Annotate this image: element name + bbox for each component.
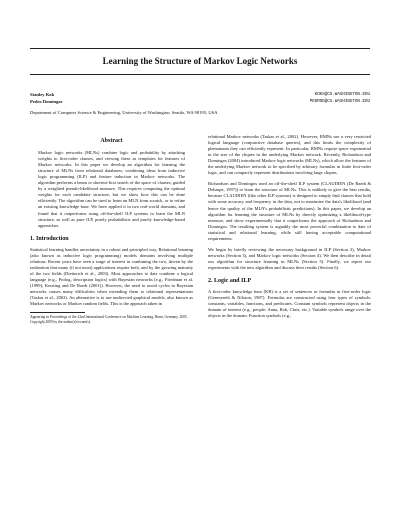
- abstract-heading: Abstract: [100, 138, 123, 144]
- author-email: KOKS@CS.WASHINGTON.EDU: [314, 93, 370, 97]
- affiliation: Department of Computer Science & Engineering, University of Washington, Seattle, WA 98195, USA: [30, 110, 218, 115]
- paper-title: Learning the Structure of Markov Logic Networks: [102, 56, 298, 66]
- author-row-1: [30, 92, 370, 98]
- author-name: Pedro Domingos: [30, 99, 63, 104]
- author-name: Stanley Kok: [30, 92, 55, 97]
- footnote-rule: [30, 312, 85, 313]
- body-paragraph: Richardson and Domingos used an off-the-shelf ILP system (CLAUDIEN (De Raedt & Dehaspe, 1997)) to learn the structure of MLNs. This is unlikely to give the best results, because CLAUDIEN (like other ILP systems) is designed to simply find clauses that hold with some accuracy and frequency in the data, not to maximize the data's likelihood (and hence the quality of the MLN's probabilistic predictions). In this paper, we develop an algorithm for learning the structure of MLNs by directly optimizing a likelihood-type measure, and show experimentally that it outperforms the approach of Richardson and Domingos. The resulting system is arguably the most powerful combination to date of statistical and relational learning, while still having acceptable computational requirements.: [208, 181, 371, 241]
- body-paragraph: relational Markov networks (Taskar et al., 2002). However, RMNs use a very restricted logical language (conjunctive database queries), and this limits the complexity of phenomena they can efficiently represent. In particular, RMNs require space exponential in the size of the cliques in the underlying Markov network. Recently, Richardson and Domingos (2004) introduced Markov logic networks (MLNs), which allow the features of the underlying Markov network to be specified by arbitrary formulas in finite first-order logic, and can compactly represent distributions involving large cliques.: [208, 134, 371, 176]
- intro-heading: 1. Introduction: [30, 235, 69, 242]
- title-bottom-rule: [30, 74, 370, 75]
- section-2-paragraph: A first-order knowledge base (KB) is a set of sentences or formulas in first-order logic (Genesereth & Nilsson, 1987). Formulas are constructed using four types of symbols: constants, variables, functions, and predicates. Constant symbols represent objects in the domain of interest (e.g., people: Anna, Bob, Chris, etc.). Variable symbols range over the objects in the domain. Function symbols (e.g.,: [208, 289, 371, 319]
- body-paragraph: We begin by briefly reviewing the necessary background in ILP (Section 2), Markov networks (Section 3), and Markov logic networks (Section 4). We then describe in detail our algorithm for structure learning in MLNs (Section 5). Finally, we report our experiments with the new algorithm and discuss their results (Section 6).: [208, 246, 371, 270]
- right-column: [208, 134, 371, 324]
- intro-paragraph: Statistical learning handles uncertainty in a robust and principled way. Relational learning (also known as inductive logic programming) models domains involving multiple relations. Recent years have seen a surge of interest in combining the two, driven by the realization that many (if not most) applications require both, and by the growing maturity of the two fields (Dietterich et al., 2003). Most approaches to date combine a logical language (e.g., Prolog, description logics) with Bayesian networks (e.g., Friedman et al. (1999); Kersting and De Raedt (2001)). However, the need to avoid cycles in Bayesian networks causes many difficulties when extending them to relational representations (Taskar et al., 2002). An alternative is to use undirected graphical models, also known as Markov networks or Markov random fields. This is the approach taken in: [30, 246, 193, 307]
- footnote: Appearing in Proceedings of the 22nd International Conference on Machine Learning, Bonn, Germany, 2005. Copyright 2005 by the author(s)/owner(s).: [30, 315, 188, 324]
- abstract-text: Markov logic networks (MLNs) combine logic and probability by attaching weights to first-order clauses, and viewing these as templates for features of Markov networks. In this paper we develop an algorithm for learning the structure of MLNs from relational databases, combining ideas from inductive logic programming (ILP) and feature induction in Markov networks. The algorithm performs a beam or shortest-first search of the space of clauses, guided by a weighted pseudo-likelihood measure. This requires computing the optimal weights for each candidate structure, but we show how this can be done efficiently. The algorithm can be used to learn an MLN from scratch, or to refine an existing knowledge base. We have applied it in two real-world domains, and found that it outperforms using off-the-shelf ILP systems to learn the MLN structure, as well as pure ILP, purely probabilistic and purely knowledge-based approaches.: [38, 150, 185, 228]
- author-row-2: [30, 99, 370, 105]
- section-2-heading: 2. Logic and ILP: [208, 277, 252, 284]
- left-column: [30, 134, 193, 324]
- title-top-rule: [30, 48, 370, 49]
- author-email: PEDROD@CS.WASHINGTON.EDU: [309, 100, 370, 104]
